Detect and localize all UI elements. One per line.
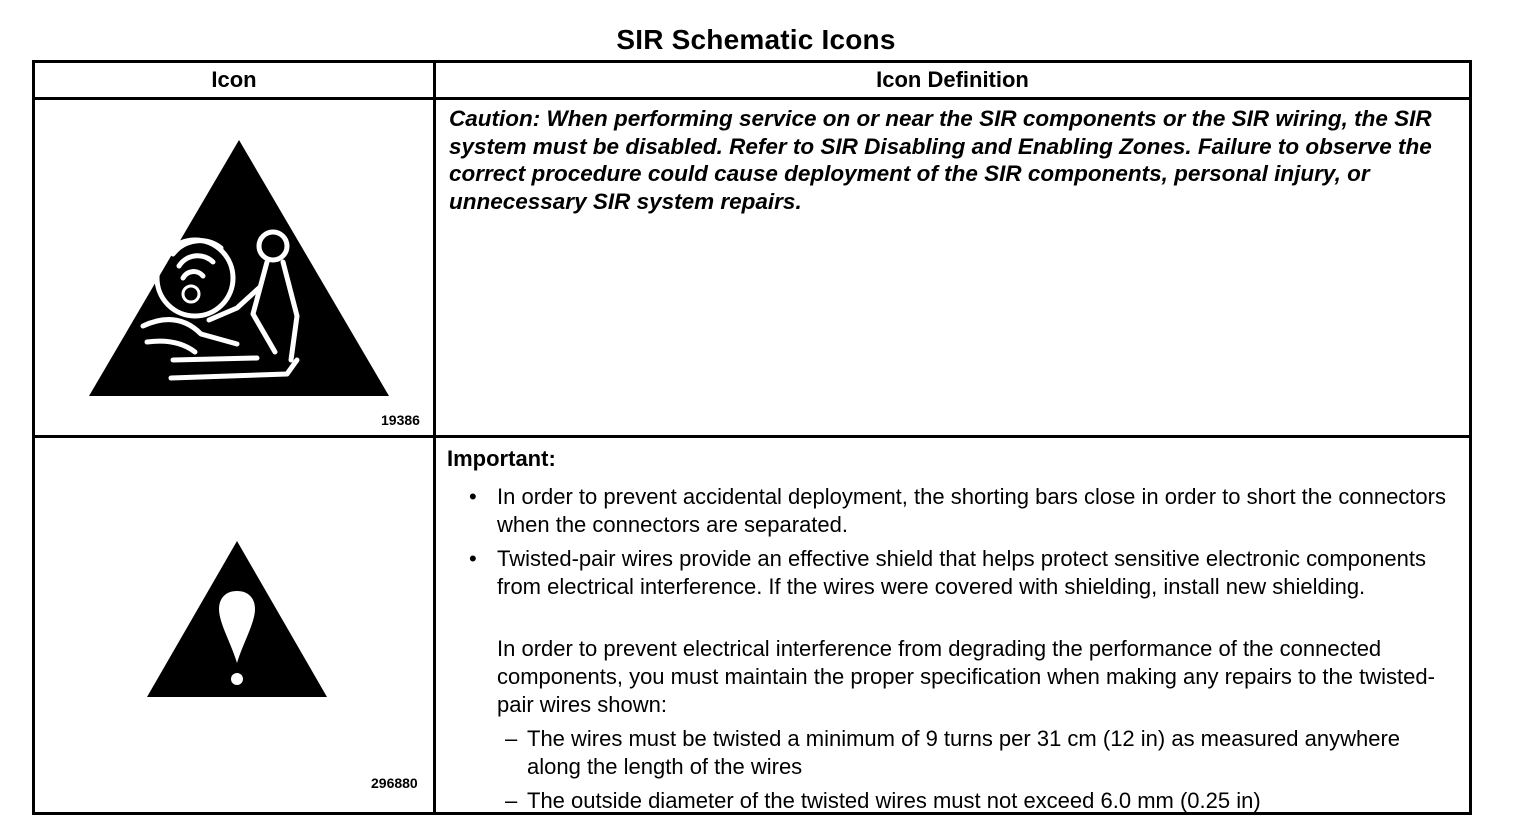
exclamation-warning-icon [145, 539, 329, 699]
airbag-warning-icon [87, 138, 391, 400]
dash-text: The outside diameter of the twisted wires must not exceed 6.0 mm (0.25 in) [527, 788, 1261, 813]
page-title: SIR Schematic Icons [616, 24, 896, 55]
dash-mark: – [505, 788, 518, 813]
table-header-row [35, 63, 1469, 100]
bullet-mark: • [469, 484, 477, 509]
figure-number: 19386 [381, 412, 420, 428]
table-row [35, 100, 1469, 438]
bullet-text: In order to prevent accidental deployment, the shorting bars close in order to short the connectors when the connectors are separated. [497, 484, 1446, 537]
figure-number: 296880 [371, 775, 418, 791]
header-icon: Icon [211, 67, 257, 92]
header-icon-definition: Icon Definition [876, 67, 1029, 92]
bullet-mark: • [469, 546, 477, 571]
table-row [35, 441, 1469, 812]
bullet-text: Twisted-pair wires provide an effective shield that helps protect sensitive electronic components from electrical interference. If the wires were covered with shielding, install new shielding. [497, 546, 1426, 599]
dash-text: The wires must be twisted a minimum of 9 turns per 31 cm (12 in) as measured anywhere along the length of the wires [527, 726, 1401, 779]
sir-icons-table [32, 60, 1472, 815]
dash-mark: – [505, 726, 518, 751]
paragraph-text: In order to prevent electrical interference from degrading the performance of the connected components, you must maintain the proper specification when making any repairs to the twisted-pair wires shown: [497, 636, 1435, 717]
important-label: Important: [447, 446, 556, 471]
caution-text: Caution: When performing service on or near the SIR components or the SIR wiring, the SIR system must be disabled. Refer to SIR Disabling and Enabling Zones. Failure to observe the correct procedure could cause deployment of the SIR components, personal injury, or unnecessary SIR system repairs. [449, 106, 1432, 214]
